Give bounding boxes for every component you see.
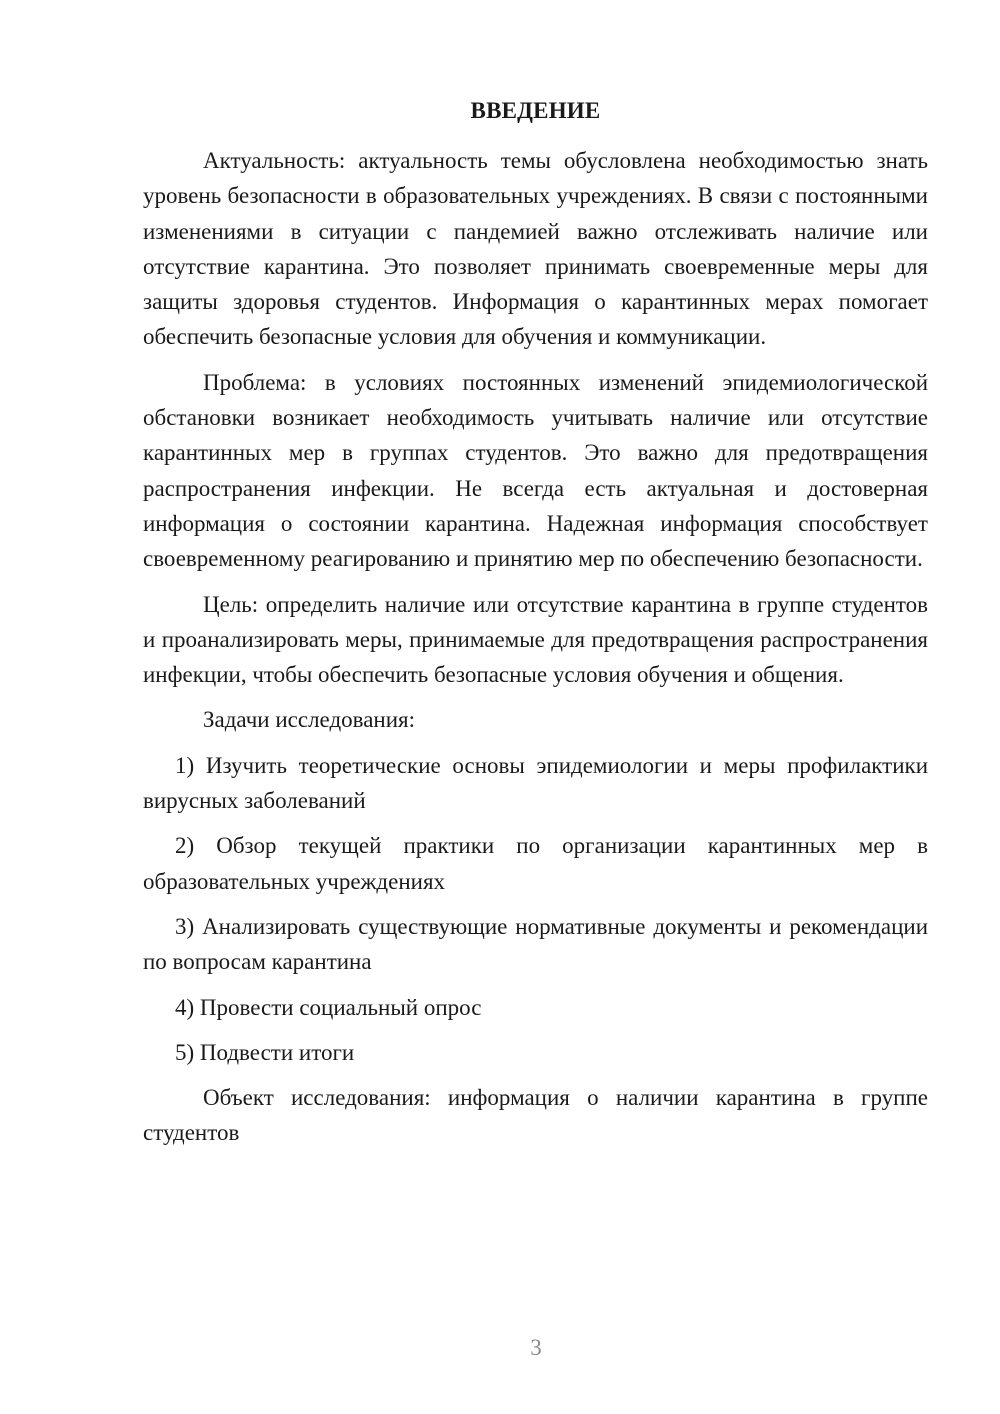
object-paragraph: Объект исследования: информация о наличии карантина в группе студентов bbox=[143, 1085, 928, 1146]
problem-paragraph: Проблема: в условиях постоянных изменений эпидемиологической обстановки возникает необходимость учитывать наличие или отсутствие карантинных мер в группах студентов. Это важно для предотвращения распространения инфекции. Не всегда есть актуальная и достоверная информация о состоянии карантина. Надежная информация способствует своевременному реагированию и принятию мер по обеспечению безопасности. bbox=[143, 369, 928, 572]
task-item: 3) Анализировать существующие нормативные документы и рекомендации по вопросам карантина bbox=[143, 913, 928, 975]
page-title: ВВЕДЕНИЕ bbox=[470, 98, 601, 123]
document-body bbox=[143, 143, 928, 1161]
task-item: 5) Подвести итоги bbox=[175, 1039, 355, 1065]
tasks-heading: Задачи исследования: bbox=[203, 707, 416, 733]
goal-paragraph: Цель: определить наличие или отсутствие карантина в группе студентов и проанализировать меры, принимаемые для предотвращения распространения инфекции, чтобы обеспечить безопасные условия обучения и общения. bbox=[143, 591, 928, 688]
relevance-paragraph: Актуальность: актуальность темы обусловлена необходимостью знать уровень безопасности в образовательных учреждениях. В связи с постоянными изменениями в ситуации с пандемией важно отслеживать наличие или отсутствие карантина. Это позволяет принимать своевременные меры для защиты здоровья студентов. Информация о карантинных мерах помогает обеспечить безопасные условия для обучения и коммуникации. bbox=[143, 148, 928, 350]
task-item: 1) Изучить теоретические основы эпидемиологии и меры профилактики вирусных заболеваний bbox=[143, 752, 928, 814]
task-item: 4) Провести социальный опрос bbox=[175, 994, 482, 1020]
task-item: 2) Обзор текущей практики по организации карантинных мер в образовательных учреждениях bbox=[143, 833, 928, 894]
page-number: 3 bbox=[530, 1335, 542, 1360]
